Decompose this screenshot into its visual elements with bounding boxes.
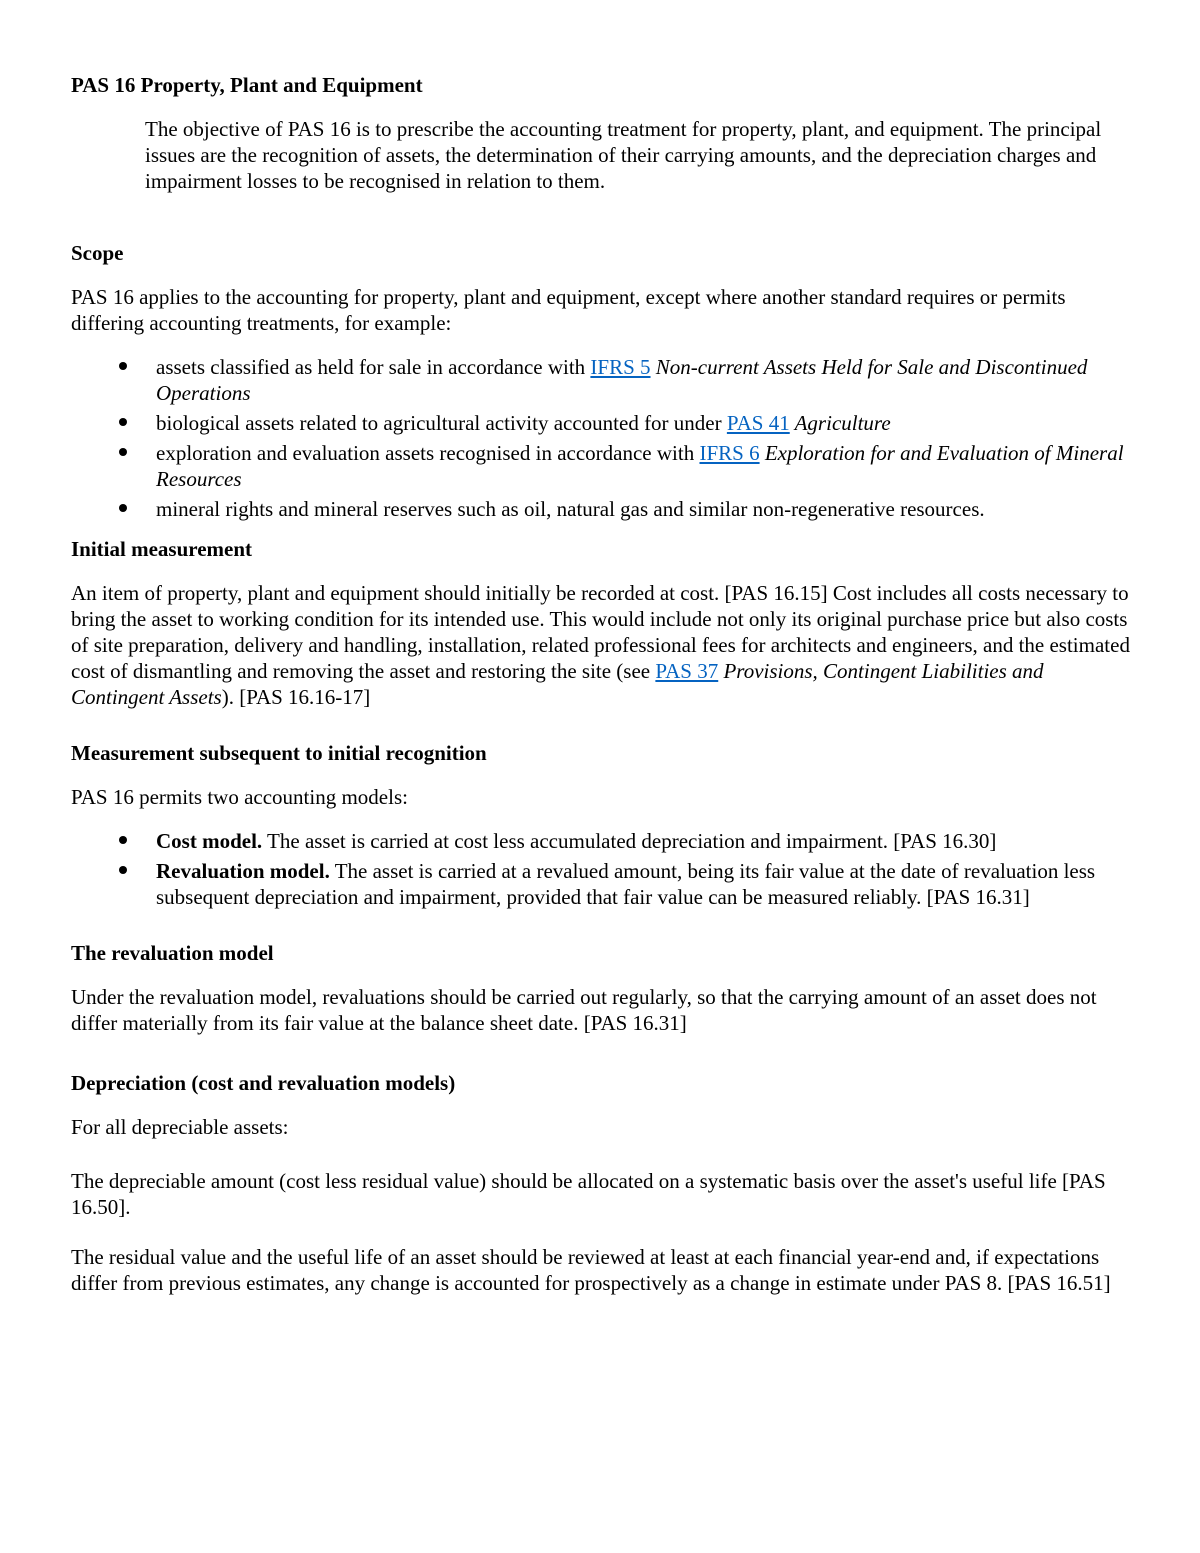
revaluation-paragraph: Under the revaluation model, revaluations should be carried out regularly, so that the carrying amount of an asset does not differ materially from its fair value at the balance sheet date. [PAS 16.31] xyxy=(71,985,1097,1035)
document-content xyxy=(71,72,1131,1296)
initial-text-end: ). [PAS 16.16-17] xyxy=(221,685,371,709)
model-text: The asset is carried at a revalued amount, being its fair value at the date of revaluation less subsequent depreciation and impairment, provided that fair value can be measured reliably. [PAS 16.31] xyxy=(156,859,1096,909)
bullet-icon xyxy=(119,836,127,844)
item-title: Agriculture xyxy=(789,411,891,435)
bullet-icon xyxy=(119,362,127,370)
subsequent-intro: PAS 16 permits two accounting models: xyxy=(71,785,408,809)
list-item xyxy=(71,496,1131,522)
bullet-icon xyxy=(119,866,127,874)
depreciation-intro: For all depreciable assets: xyxy=(71,1115,289,1139)
initial-measurement-paragraph xyxy=(71,580,1131,710)
item-text: mineral rights and mineral reserves such as oil, natural gas and similar non-regenerative resources. xyxy=(156,497,985,521)
item-title: Exploration for and Evaluation of Mineral Resources xyxy=(156,441,1124,491)
model-text: The asset is carried at cost less accumulated depreciation and impairment. [PAS 16.30] xyxy=(262,829,997,853)
ifrs5-link[interactable]: IFRS 5 xyxy=(590,355,651,379)
document-title: PAS 16 Property, Plant and Equipment xyxy=(71,73,423,97)
item-text: biological assets related to agricultural activity accounted for under xyxy=(156,411,727,435)
item-title: Non-current Assets Held for Sale and Discontinued Operations xyxy=(156,355,1088,405)
bullet-icon xyxy=(119,448,127,456)
scope-list xyxy=(71,354,1131,522)
pas37-link[interactable]: PAS 37 xyxy=(655,659,719,683)
initial-text: An item of property, plant and equipment should initially be recorded at cost. [PAS 16.15] Cost includes all costs necessary to bring the asset to working condition for its intended use. This would include not only its original purchase price but also costs of site preparation, delivery and handling, installation, related professional fees for architects and engineers, and the estimated cost of dismantling and removing the asset and restoring the site (see xyxy=(71,581,1130,683)
list-item xyxy=(71,440,1131,492)
depreciation-heading: Depreciation (cost and revaluation models) xyxy=(71,1071,456,1095)
list-item xyxy=(71,354,1131,406)
subsequent-measurement-heading: Measurement subsequent to initial recognition xyxy=(71,741,487,765)
depreciation-paragraph-2: The residual value and the useful life of an asset should be reviewed at least at each financial year-end and, if expectations differ from previous estimates, any change is accounted for prospectively as a change in estimate under PAS 8. [PAS 16.51] xyxy=(71,1245,1111,1295)
scope-intro: PAS 16 applies to the accounting for property, plant and equipment, except where another standard requires or permits differing accounting treatments, for example: xyxy=(71,285,1066,335)
pas41-link[interactable]: PAS 41 xyxy=(726,411,790,435)
model-name: Revaluation model. xyxy=(156,859,330,883)
list-item xyxy=(71,828,1131,854)
revaluation-heading: The revaluation model xyxy=(71,941,274,965)
bullet-icon xyxy=(119,418,127,426)
initial-measurement-heading: Initial measurement xyxy=(71,537,253,561)
scope-heading: Scope xyxy=(71,241,124,265)
item-text: assets classified as held for sale in accordance with xyxy=(156,355,591,379)
model-name: Cost model. xyxy=(156,829,263,853)
item-text: exploration and evaluation assets recognised in accordance with xyxy=(156,441,700,465)
depreciation-paragraph-1: The depreciable amount (cost less residual value) should be allocated on a systematic basis over the asset's useful life [PAS 16.50]. xyxy=(71,1169,1106,1219)
list-item xyxy=(71,858,1131,910)
models-list xyxy=(71,828,1131,910)
ifrs6-link[interactable]: IFRS 6 xyxy=(699,441,760,465)
objective-paragraph: The objective of PAS 16 is to prescribe the accounting treatment for property, plant, and equipment. The principal issues are the recognition of assets, the determination of their carrying amounts, and the depreciation charges and impairment losses to be recognised in relation to them. xyxy=(145,117,1102,193)
pas37-title: Provisions, Contingent Liabilities and Contingent Assets xyxy=(71,659,1044,709)
bullet-icon xyxy=(119,504,127,512)
list-item xyxy=(71,410,1131,436)
